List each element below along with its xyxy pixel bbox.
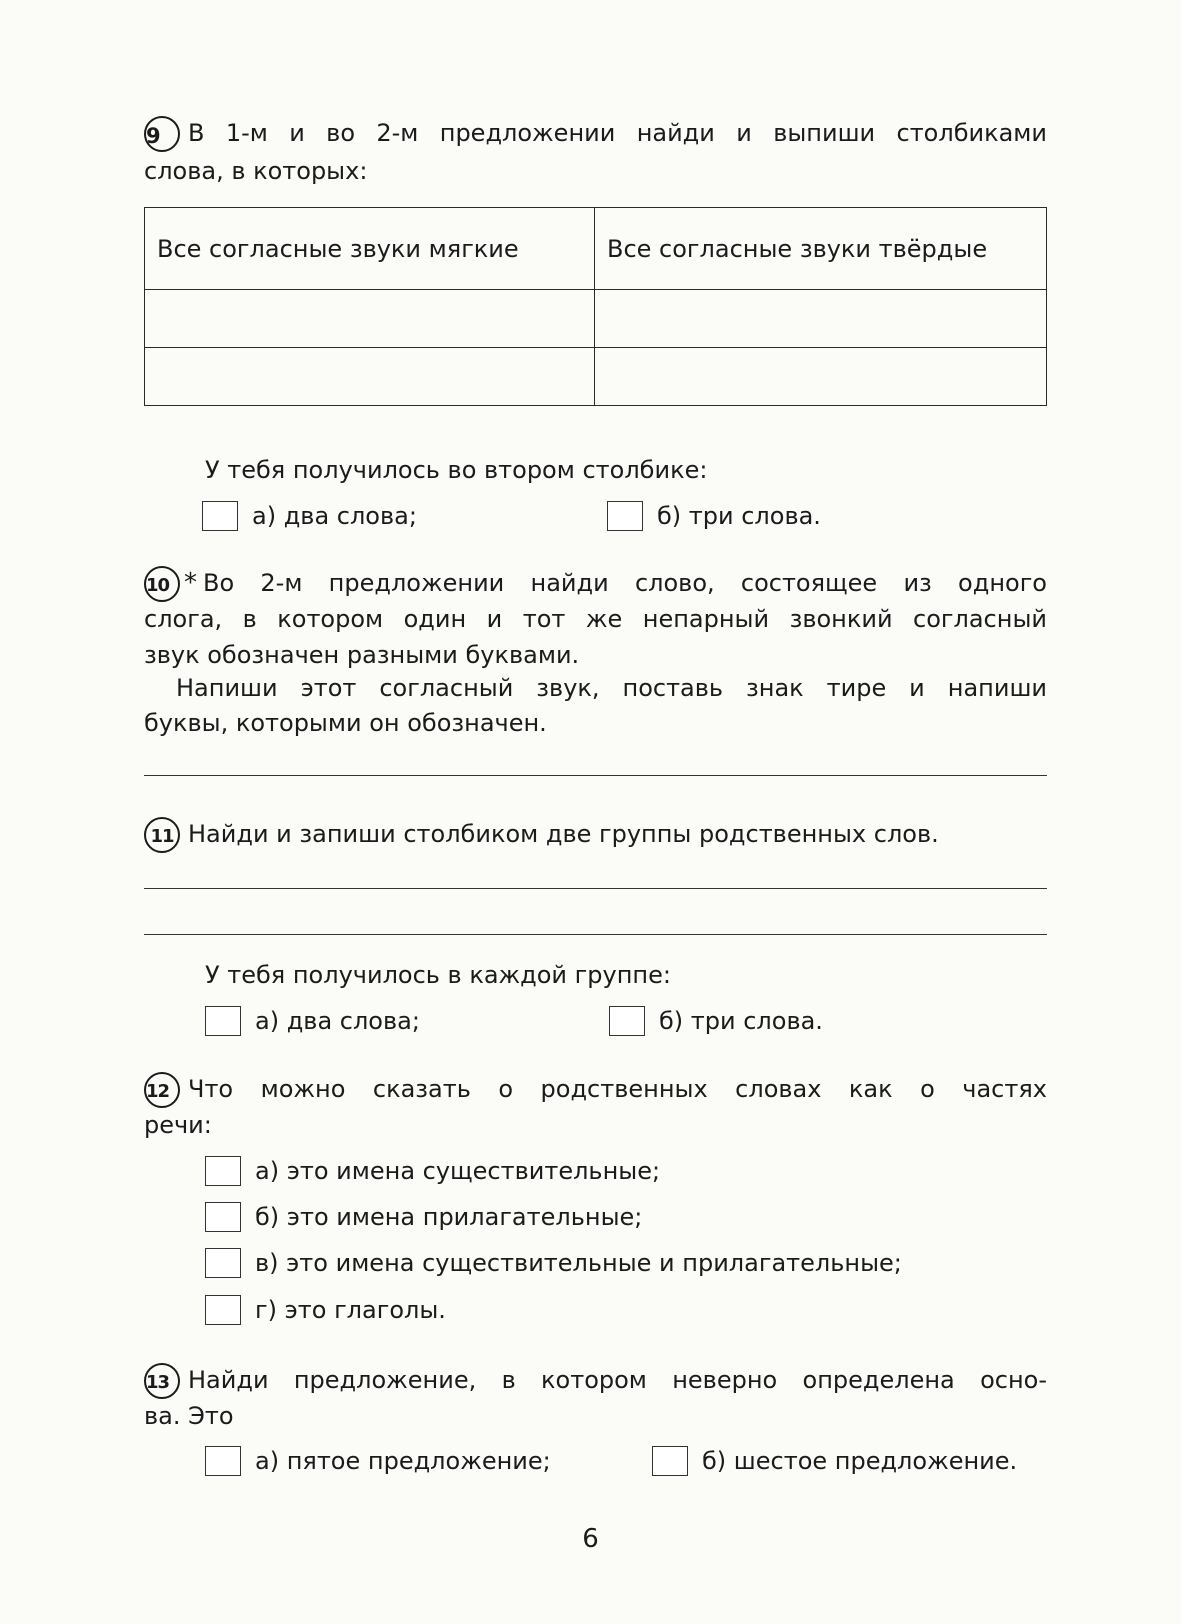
checkbox[interactable] (205, 1156, 241, 1186)
q11-text: 11 Найди и запиши столбиком две группы родственных слов. (144, 816, 939, 853)
q12-option-b[interactable]: б) это имена прилагательные; (205, 1200, 642, 1234)
q13-text-line2: ва. Это (144, 1402, 234, 1430)
q12-option-c[interactable]: в) это имена существительные и прилагательные; (205, 1246, 902, 1280)
q10-text-line2: слога, в котором один и тот же непарный звонкий согласный (144, 605, 1047, 633)
q10-star: * (184, 568, 197, 598)
table-cell-input[interactable] (145, 348, 595, 406)
q10-number-badge: 10 (144, 566, 180, 602)
checkbox[interactable] (205, 1202, 241, 1232)
checkbox[interactable] (202, 501, 238, 531)
table-row (145, 290, 1047, 348)
q11-answer-line-1[interactable] (144, 888, 1047, 889)
table-header-hard: Все согласные звуки твёрдые (595, 208, 1047, 290)
checkbox[interactable] (609, 1006, 645, 1036)
checkbox[interactable] (607, 501, 643, 531)
checkbox[interactable] (205, 1446, 241, 1476)
table-header-row (145, 208, 1047, 290)
q9-table (144, 207, 1047, 406)
page-number: 6 (582, 1524, 599, 1554)
q12-text-line1: 12 Что можно сказать о родственных словах как о частях (144, 1071, 1047, 1108)
q9-result-label: У тебя получилось во втором столбике: (205, 456, 708, 484)
table-cell-input[interactable] (595, 290, 1047, 348)
table-cell-input[interactable] (595, 348, 1047, 406)
q9-text-line1: 9 В 1-м и во 2-м предложении найди и выпиши столбиками (144, 115, 1047, 152)
q13-option-b[interactable]: б) шестое предложение. (652, 1444, 1017, 1478)
table-cell-input[interactable] (145, 290, 595, 348)
q11-result-label: У тебя получилось в каждой группе: (205, 961, 671, 989)
checkbox[interactable] (205, 1006, 241, 1036)
q11-number-badge: 11 (144, 817, 180, 853)
q12-text-line2: речи: (144, 1111, 212, 1139)
q10-answer-line[interactable] (144, 775, 1047, 776)
q11-option-a[interactable]: а) два слова; (205, 1004, 420, 1038)
q9-text-line2: слова, в которых: (144, 157, 368, 185)
checkbox[interactable] (205, 1295, 241, 1325)
q12-option-a[interactable]: а) это имена существительные; (205, 1154, 660, 1188)
q13-number-badge: 13 (144, 1363, 180, 1399)
q10-instruction-line2: буквы, которыми он обозначен. (144, 709, 547, 737)
q9-number-badge: 9 (144, 116, 180, 152)
table-header-soft: Все согласные звуки мягкие (145, 208, 595, 290)
q12-number-badge: 12 (144, 1072, 180, 1108)
q13-text-line1: 13 Найди предложение, в котором неверно определена осно- (144, 1362, 1047, 1399)
q12-option-d[interactable]: г) это глаголы. (205, 1293, 446, 1327)
checkbox[interactable] (205, 1248, 241, 1278)
q11-answer-line-2[interactable] (144, 934, 1047, 935)
q10-text-line1: 10 * Во 2-м предложении найди слово, состоящее из одного (144, 565, 1047, 602)
checkbox[interactable] (652, 1446, 688, 1476)
q11-option-b[interactable]: б) три слова. (609, 1004, 823, 1038)
q9-option-b[interactable]: б) три слова. (607, 499, 821, 533)
q9-option-a[interactable]: а) два слова; (202, 499, 417, 533)
q10-text-line3: звук обозначен разными буквами. (144, 641, 580, 669)
q10-instruction-line1: Напиши этот согласный звук, поставь знак тире и напиши (176, 674, 1047, 702)
table-row (145, 348, 1047, 406)
q13-option-a[interactable]: а) пятое предложение; (205, 1444, 551, 1478)
